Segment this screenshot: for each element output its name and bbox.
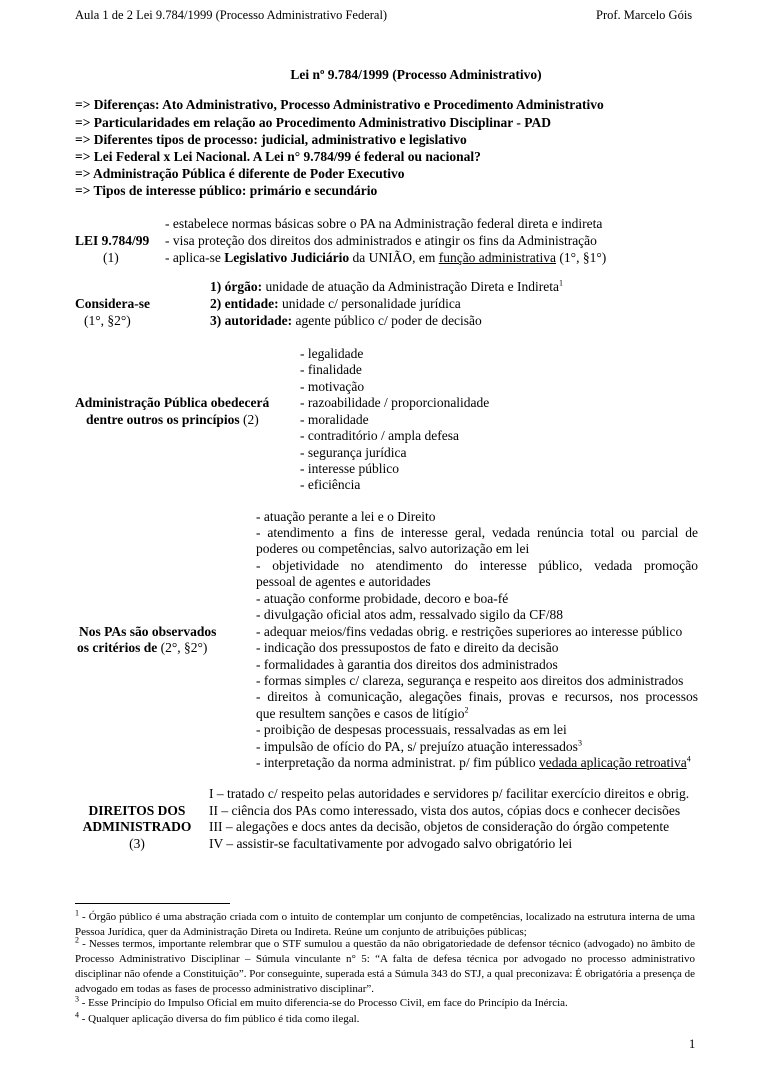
criterio-line: pessoal de agentes e autoridades: [256, 574, 431, 589]
bullet-3: => Diferentes tipos de processo: judicial, administrativo e legislativo: [75, 132, 467, 147]
criterio-line: - adequar meios/fins vedadas obrig. e restrições superiores ao interesse público: [256, 624, 683, 639]
footnote-separator: [75, 903, 230, 904]
criterio-line: poderes ou competências, salvo autorização em lei: [256, 541, 530, 556]
criterio-line: - formalidades à garantia dos direitos dos administrados: [256, 657, 558, 672]
page-number: 1: [689, 1037, 696, 1051]
direitos-label: DIREITOS DOS: [88, 803, 186, 818]
principio-item: - finalidade: [300, 362, 362, 377]
header-course-title: Aula 1 de 2 Lei 9.784/1999 (Processo Administrativo Federal): [75, 8, 388, 22]
criterio-line: - atendimento a fins de interesse geral, vedada renúncia total ou parcial de: [256, 525, 698, 540]
direitos-ref: (3): [129, 836, 145, 851]
criterio-line: - divulgação oficial atos adm, ressalvado sigilo da CF/88: [256, 607, 564, 622]
lei-ref: (1): [103, 250, 119, 265]
principios-label: Administração Pública obedecerá: [75, 395, 270, 410]
considera-label: Considera-se: [75, 296, 150, 311]
lei-item-2: - visa proteção dos direitos dos administrados e atingir os fins da Administração: [165, 233, 597, 248]
footnote-4: $^4$ - Qualquer aplicação diversa do fim público é tida como ilegal.: [75, 1010, 360, 1025]
criterio-line: - atuação conforme probidade, decoro e boa-fé: [256, 591, 509, 606]
considera-item-autoridade: 3) autoridade: agente público c/ poder de decisão: [210, 313, 482, 328]
bullet-1: => Diferenças: Ato Administrativo, Processo Administrativo e Procedimento Administrativo: [75, 97, 604, 112]
bullet-5: => Administração Pública é diferente de Poder Executivo: [75, 166, 405, 181]
principio-item: - moralidade: [300, 412, 369, 427]
footnote-1: $^1$ - Órgão público é uma abstração criada com o intuito de contemplar um conjunto de competências, localizado na estrutura interna de uma Pessoa Jurídica, quer da Administração Direta ou Indireta. Reúne um conjunto de atribuições públicas;: [75, 908, 695, 938]
criterio-line: - direitos à comunicação, alegações finais, provas e recursos, nos processos: [256, 689, 698, 704]
header-author: Prof. Marcelo Góis: [596, 8, 693, 22]
lei-item-1: - estabelece normas básicas sobre o PA na Administração federal direta e indireta: [165, 216, 603, 231]
criterio-line: - formas simples c/ clareza, segurança e respeito aos direitos dos administrados: [256, 673, 684, 688]
direito-item: IV – assistir-se facultativamente por advogado salvo obrigatório lei: [209, 836, 573, 851]
considera-ref: (1°, §2°): [84, 313, 131, 328]
lei-label: LEI 9.784/99: [75, 233, 150, 248]
criterio-line: - proibição de despesas processuais, ressalvadas as em lei: [256, 722, 567, 737]
direito-item: II – ciência dos PAs como interessado, vista dos autos, cópias docs e conhecer decisões: [209, 803, 681, 818]
criterio-line: - indicação dos pressupostos de fato e direito da decisão: [256, 640, 559, 655]
criterios-label-line2: os critérios de (2°, §2°): [77, 640, 208, 655]
lei-item-3: - aplica-se Legislativo Judiciário da UNIÃO, em função administrativa (1°, §1°): [165, 250, 607, 265]
bullet-4: => Lei Federal x Lei Nacional. A Lei n° 9.784/99 é federal ou nacional?: [75, 149, 481, 164]
criterio-line: - objetividade no atendimento do interesse público, vedada promoção: [256, 558, 698, 573]
principio-item: - eficiência: [300, 477, 361, 492]
considera-item-entidade: 2) entidade: unidade c/ personalidade jurídica: [210, 296, 461, 311]
direito-item: I – tratado c/ respeito pelas autoridades e servidores p/ facilitar exercício direitos e obrig.: [209, 786, 690, 801]
footnote-3: $^3$ - Esse Princípio do Impulso Oficial em muito diferencia-se do Processo Civil, em face do Princípio da Inércia.: [75, 994, 568, 1009]
criterio-line: - atuação perante a lei e o Direito: [256, 509, 436, 524]
principios-label-line2: dentre outros os princípios (2): [86, 412, 259, 427]
bullet-6: => Tipos de interesse público: primário e secundário: [75, 183, 378, 198]
criterios-label: Nos PAs são observados: [79, 624, 217, 639]
principio-item: - contraditório / ampla defesa: [300, 428, 459, 443]
criterio-line: - interpretação da norma administrat. p/ fim público vedada aplicação retroativa$^4$: [256, 754, 691, 770]
criterio-line: - impulsão de ofício do PA, s/ prejuízo atuação interessados$^3$: [256, 738, 582, 754]
criterio-line: que resultem sanções e casos de litígio$^2$: [256, 705, 469, 721]
considera-item-orgao: 1) órgão: unidade de atuação da Administração Direta e Indireta$^1$: [210, 278, 563, 294]
principio-item: - interesse público: [300, 461, 399, 476]
principio-item: - razoabilidade / proporcionalidade: [300, 395, 490, 410]
principio-item: - motivação: [300, 379, 365, 394]
principio-item: - legalidade: [300, 346, 364, 361]
page-title: Lei nº 9.784/1999 (Processo Administrativo): [290, 67, 542, 82]
footnote-2: $^2$ - Nesses termos, importante relembrar que o STF sumulou a questão da não obrigatoriedade de defensor técnico (advogado) no âmbito de Processo Administrativo Disciplinar – Súmula vinculante n° 5: “A falta de defesa técnica por advogado no processo administrativo disciplinar não ofende a Constituição”. Por conseguinte, superada está a Súmula 343 do STJ, a qual preconizava: É obrigatória a presença de advogado em todas as fases de processo administrativo disciplinar”.: [75, 935, 695, 995]
direitos-label-line2: ADMINISTRADO: [82, 819, 192, 834]
principio-item: - segurança jurídica: [300, 445, 407, 460]
direito-item: III – alegações e docs antes da decisão, objetos de consideração do órgão competente: [209, 819, 670, 834]
bullet-2: => Particularidades em relação ao Procedimento Administrativo Disciplinar - PAD: [75, 115, 551, 130]
